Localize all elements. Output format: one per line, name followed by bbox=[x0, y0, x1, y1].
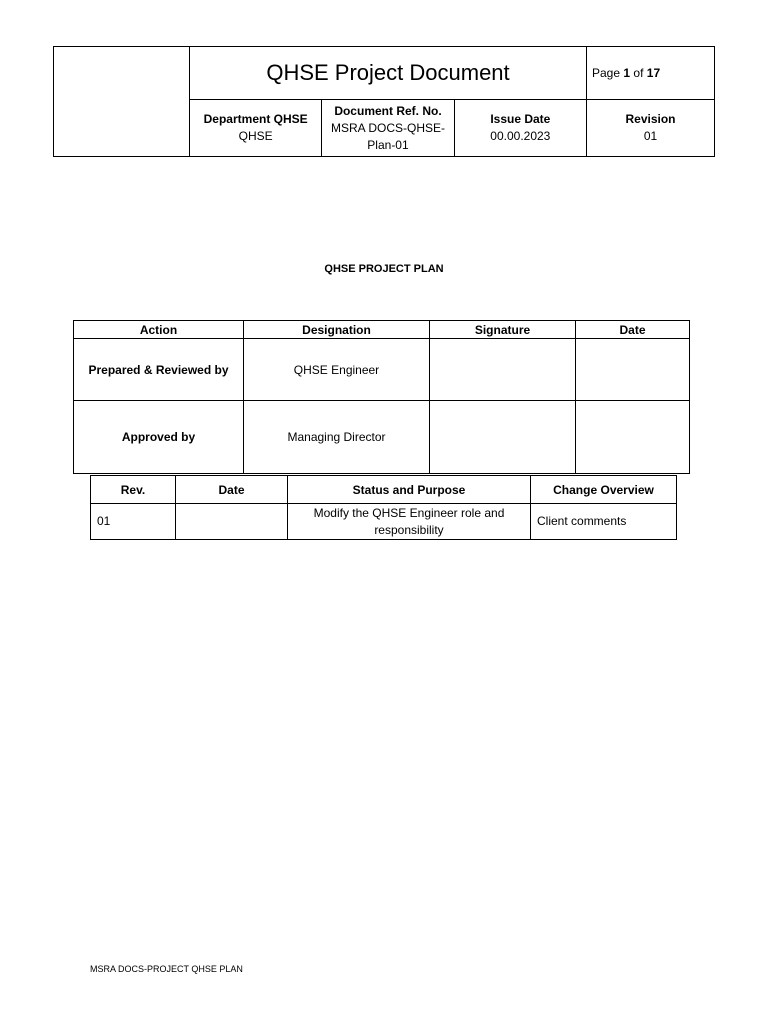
revision-value: 01 bbox=[643, 129, 658, 143]
approval-signature bbox=[430, 339, 576, 401]
approval-signature bbox=[430, 401, 576, 474]
issue-date-label: Issue Date bbox=[490, 112, 551, 126]
department-label: Department QHSE bbox=[203, 112, 308, 126]
approval-header-signature: Signature bbox=[430, 321, 576, 339]
issue-date-value: 00.00.2023 bbox=[490, 129, 551, 143]
approval-designation: Managing Director bbox=[244, 401, 430, 474]
doc-ref-value: MSRA DOCS-QHSE-Plan-01 bbox=[330, 120, 445, 152]
doc-ref-label: Document Ref. No. bbox=[334, 103, 442, 118]
issue-date-cell bbox=[454, 100, 586, 157]
revision-overview: Client comments bbox=[531, 504, 677, 540]
revision-header-date: Date bbox=[176, 476, 288, 504]
approval-action: Prepared & Reviewed by bbox=[74, 339, 244, 401]
revision-date bbox=[176, 504, 288, 540]
approval-header-row bbox=[74, 321, 690, 339]
page-footer: MSRA DOCS-PROJECT QHSE PLAN bbox=[90, 964, 243, 974]
page-total: 17 bbox=[646, 66, 661, 80]
page-indicator bbox=[587, 47, 715, 100]
logo-area bbox=[54, 47, 190, 157]
table-row bbox=[74, 339, 690, 401]
approval-header-action: Action bbox=[74, 321, 244, 339]
plan-title: QHSE PROJECT PLAN bbox=[324, 263, 444, 275]
page-current: 1 bbox=[623, 66, 631, 80]
revision-rev: 01 bbox=[91, 504, 176, 540]
page-prefix: Page bbox=[592, 66, 621, 80]
revision-header-row bbox=[91, 476, 677, 504]
approval-date bbox=[576, 339, 690, 401]
approval-table bbox=[73, 320, 690, 474]
approval-action: Approved by bbox=[74, 401, 244, 474]
revision-label: Revision bbox=[625, 112, 676, 126]
approval-header-designation: Designation bbox=[244, 321, 430, 339]
revision-header-overview: Change Overview bbox=[531, 476, 677, 504]
table-row bbox=[91, 504, 677, 540]
doc-ref-cell bbox=[322, 100, 454, 157]
document-title: QHSE Project Document bbox=[190, 47, 587, 100]
revision-cell bbox=[587, 100, 715, 157]
revision-header-rev: Rev. bbox=[91, 476, 176, 504]
revision-status: Modify the QHSE Engineer role and responsibility bbox=[288, 504, 531, 540]
revision-header-status: Status and Purpose bbox=[288, 476, 531, 504]
approval-header-date: Date bbox=[576, 321, 690, 339]
approval-designation: QHSE Engineer bbox=[244, 339, 430, 401]
approval-date bbox=[576, 401, 690, 474]
department-value: QHSE bbox=[238, 129, 273, 143]
department-cell bbox=[190, 100, 322, 157]
revision-table bbox=[90, 475, 677, 540]
table-row bbox=[74, 401, 690, 474]
page-of: of bbox=[633, 66, 644, 80]
document-header bbox=[53, 46, 715, 157]
